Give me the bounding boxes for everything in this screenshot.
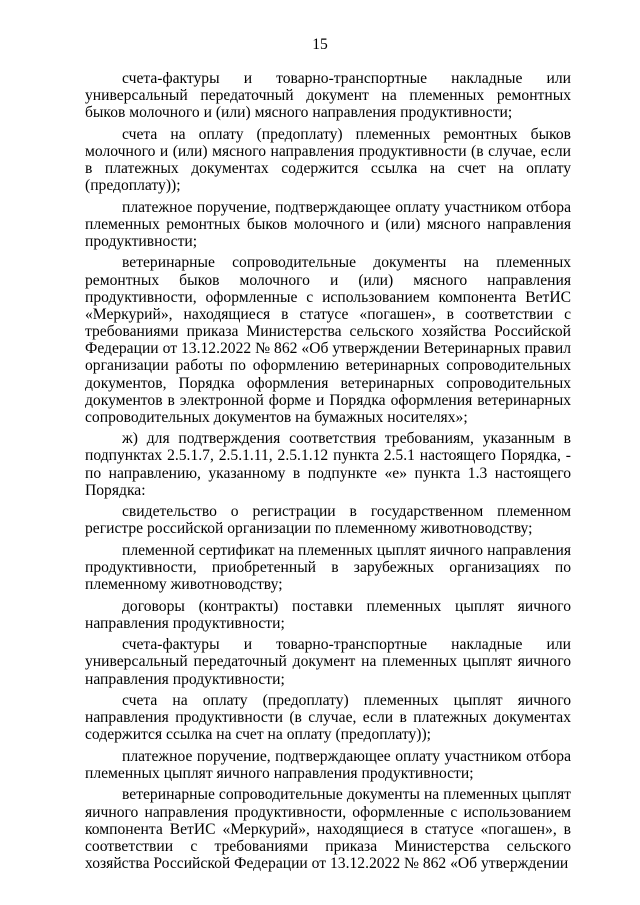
paragraph: счета на оплату (предоплату) племенных цыплят яичного направления продуктивности (в случае, если в платежных документах содержится ссылка на счет на оплату (предоплату)); [85,691,571,744]
paragraph: племенной сертификат на племенных цыплят яичного направления продуктивности, приобретенный в зарубежных организациях по племенному животноводству; [85,541,571,594]
paragraph: счета на оплату (предоплату) племенных ремонтных быков молочного и (или) мясного направления продуктивности (в случае, если в платежных документах содержится ссылка на счет на оплату (предоплату)); [85,125,571,195]
page-number: 15 [312,36,328,53]
paragraph: счета-фактуры и товарно-транспортные накладные или универсальный передаточный документ на племенных ремонтных быков молочного и (или) мясного направления продуктивности; [85,70,571,122]
paragraph: ж) для подтверждения соответствия требованиям, указанным в подпунктах 2.5.1.7, 2.5.1.11, 2.5.1.12 пункта 2.5.1 настоящего Порядка, - по направлению, указанному в подпункте «е» пункта 1.3 настоящего Порядка: [85,430,571,499]
paragraph: счета-фактуры и товарно-транспортные накладные или универсальный передаточный документ на племенных цыплят яичного направления продуктивности; [85,636,571,688]
paragraph: ветеринарные сопроводительные документы на племенных цыплят яичного направления продуктивности, оформленные с использованием компонента ВетИС «Меркурий», находящиеся в статусе «погашен», в соответствии с требованиями приказа Министерства сельского хозяйства Российской Федерации от 13.12.2022 № 862 «Об утверждении [85,786,571,872]
document-body [85,70,571,876]
paragraph: ветеринарные сопроводительные документы на племенных ремонтных быков молочного и (или) мясного направления продуктивности, оформленные с использованием компонента ВетИС «Меркурий», находящиеся в статусе «погашен», в соответствии с требованиями приказа Министерства сельского хозяйства Российской Федерации от 13.12.2022 № 862 «Об утверждении Ветеринарных правил организации работы по оформлению ветеринарных сопроводительных документов, Порядка оформления ветеринарных сопроводительных документов в электронной форме и Порядка оформления ветеринарных сопроводительных документов на бумажных носителях»; [85,254,571,426]
paragraph: договоры (контракты) поставки племенных цыплят яичного направления продуктивности; [85,597,571,632]
paragraph: платежное поручение, подтверждающее оплату участником отбора племенных цыплят яичного направления продуктивности; [85,747,571,782]
paragraph: свидетельство о регистрации в государственном племенном регистре российской организации по племенному животноводству; [85,503,571,538]
paragraph: платежное поручение, подтверждающее оплату участником отбора племенных ремонтных быков молочного и (или) мясного направления продуктивности; [85,198,571,250]
